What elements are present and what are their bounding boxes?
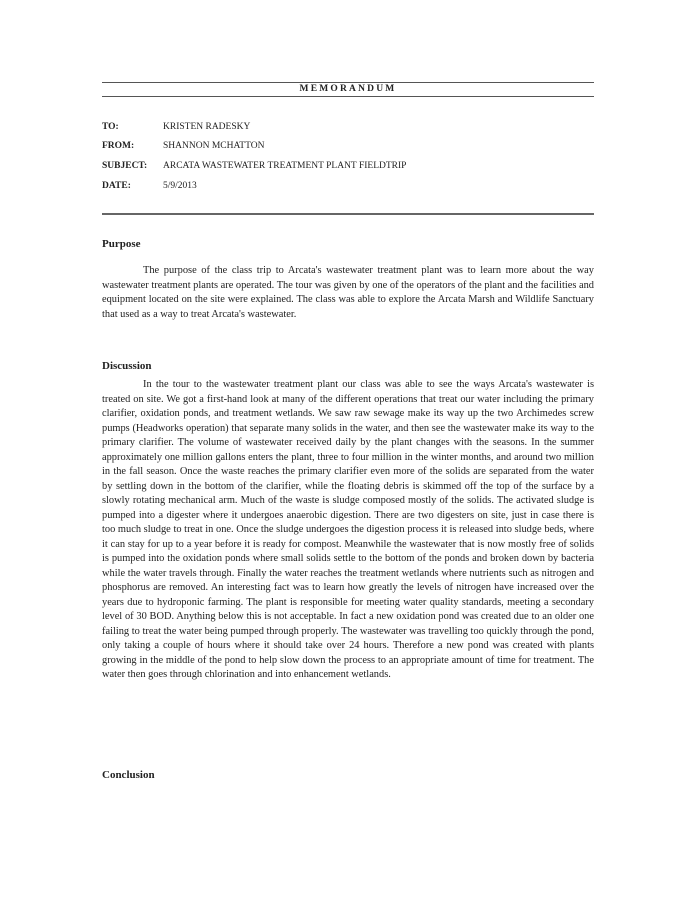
memo-title: MEMORANDUM: [299, 84, 397, 94]
to-label: TO:: [102, 122, 119, 132]
header-divider-rule: [102, 213, 594, 215]
title-underline-rule: [102, 96, 594, 97]
purpose-heading: Purpose: [102, 238, 141, 250]
to-value: KRISTEN RADESKY: [163, 122, 251, 132]
from-label: FROM:: [102, 141, 135, 151]
discussion-heading: Discussion: [102, 360, 152, 372]
from-value: SHANNON MCHATTON: [163, 141, 265, 151]
date-value: 5/9/2013: [163, 181, 197, 191]
purpose-paragraph: The purpose of the class trip to Arcata's wastewater treatment plant was to learn more about the way wastewater treatment plants are operated. The tour was given by one of the operators of the plant and the facilities and equipment located on the site were explained. The class was able to explore the Arcata Marsh and Wildlife Sanctuary that used as a way to treat Arcata's wastewater.: [102, 265, 594, 320]
subject-label: SUBJECT:: [102, 161, 148, 171]
conclusion-heading: Conclusion: [102, 769, 155, 781]
subject-value: ARCATA WASTEWATER TREATMENT PLANT FIELDTRIP: [163, 161, 407, 171]
discussion-paragraph: In the tour to the wastewater treatment plant our class was able to see the ways Arcata's wastewater is treated on site. We got a first-hand look at many of the different operations that treat our water including the primary clarifier, oxidation ponds, and treatment wetlands. We saw raw sewage make its way up the two Archimedes screw pumps (Headworks operation) that separate many solids in the water, and then see the wastewater make its way to the primary clarifier. The volume of wastewater received daily by the plant changes with the seasons. In the summer approximately one million gallons enters the plant, three to four million in the winter months, and around two million in the fall season. Once the waste reaches the primary clarifier even more of the solids are separated from the water by settling down in the bottom of the clarifier, while the floating debris is skimmed off the top of the surface by a slowly rotating mechanical arm. Much of the waste is sludge composed mostly of the solids. The activated sludge is pumped into a digester where it undergoes anaerobic digestion. There are two digesters on site, just in case there is too much sludge to treat in one. Once the sludge undergoes the digestion process it is released into sludge beds, where it can stay for up to a year before it is ready for compost. Meanwhile the wastewater that is now mostly free of solids is pumped into the oxidation ponds where small solids settle to the bottom of the ponds and broken down by bacteria while the water travels through. Finally the water reaches the treatment wetlands where nutrients such as nitrogen and phosphorus are removed. An interesting fact was to learn how greatly the levels of nitrogen have increased over the years due to hydroponic farming. The plant is responsible for meeting water quality standards, meeting a secondary level of 30 BOD. Anything below this is not acceptable. In fact a new oxidation pond was created due to an older one failing to treat the water being pumped through properly. The wastewater was travelling too quickly through the pond, only taking a couple of hours where it should take over 24 hours. Therefore a new pond was created with plants growing in the middle of the pond to help slow down the process to an appropriate amount of time for treatment. The water then goes through chlorination and into enhancement wetlands.: [102, 379, 594, 680]
date-label: DATE:: [102, 181, 131, 191]
